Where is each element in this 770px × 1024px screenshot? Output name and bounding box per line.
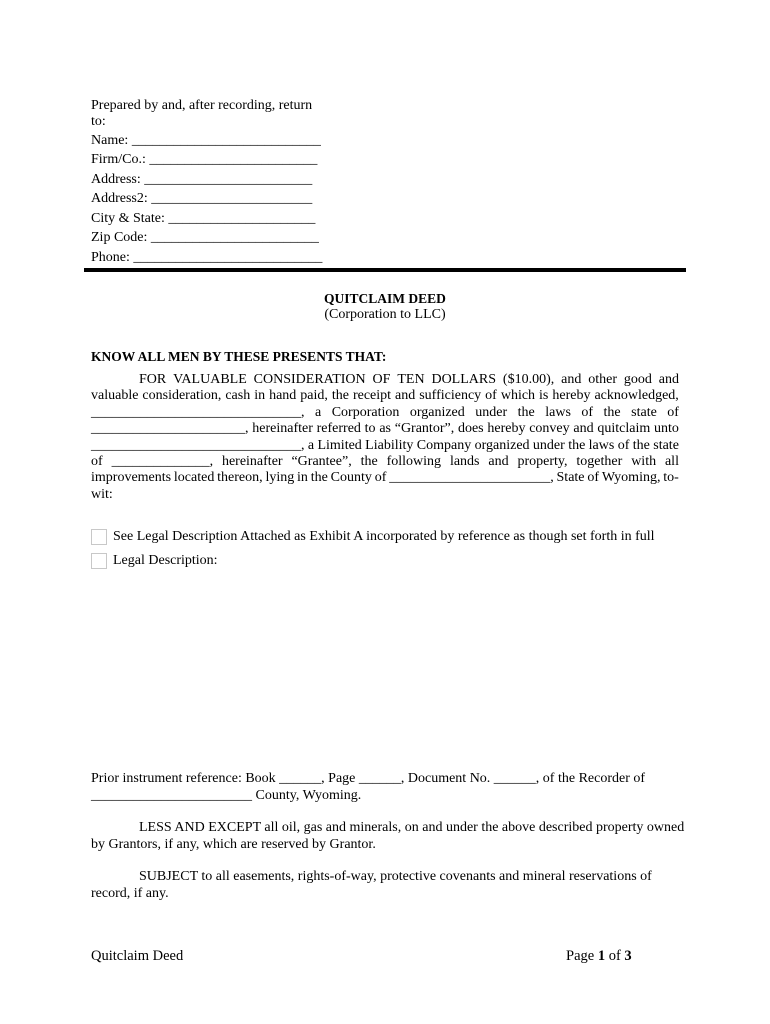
word: of: [617, 437, 630, 453]
word: together: [576, 454, 623, 470]
word: under: [475, 404, 508, 420]
word: CONSIDERATION: [253, 372, 366, 387]
of-word: of: [608, 948, 621, 964]
word: does: [457, 421, 484, 437]
page-total: 3: [624, 948, 632, 964]
word: and: [395, 388, 416, 404]
word: ______________________________,: [91, 437, 305, 453]
word: organized: [474, 437, 530, 453]
word: hereinafter: [252, 421, 313, 437]
word: in: [254, 388, 266, 404]
document-title: QUITCLAIM DEED: [324, 291, 446, 306]
word: lands: [449, 454, 480, 470]
header-divider: [84, 268, 686, 272]
word: under: [532, 437, 565, 453]
word: improvements: [91, 470, 172, 486]
word: located: [173, 470, 215, 486]
word: hand: [269, 388, 297, 404]
word: is: [539, 388, 549, 404]
word: County: [330, 470, 372, 486]
word: organized: [409, 404, 465, 420]
word: good: [623, 372, 652, 387]
word: of: [374, 470, 387, 486]
legal-description-checkbox[interactable]: [91, 553, 107, 569]
word: hereby: [487, 421, 526, 437]
word: with: [631, 454, 657, 470]
page-indicator: [566, 948, 632, 965]
page-word: Page: [566, 948, 595, 964]
document-subtitle: (Corporation to LLC): [324, 307, 446, 322]
word: the: [603, 404, 621, 420]
address-field[interactable]: Address: ________________________: [91, 172, 313, 187]
word: which: [500, 388, 536, 404]
word: the: [517, 404, 535, 420]
word: and: [658, 372, 679, 387]
word: the: [568, 437, 586, 453]
word: ______________,: [111, 454, 214, 470]
word: ______________________,: [91, 421, 249, 437]
word: laws: [588, 437, 615, 453]
exhibit-checkbox[interactable]: [91, 529, 107, 545]
word: sufficiency: [419, 388, 482, 404]
word: “Grantee”,: [291, 454, 352, 470]
word: thereon,: [217, 470, 263, 486]
word: TEN: [397, 372, 425, 387]
address2-field[interactable]: Address2: _______________________: [91, 191, 313, 206]
prepared-by-line2: to:: [91, 114, 106, 129]
exhibit-option-label: See Legal Description Attached as Exhibit A incorporated by reference as though set forth in full: [113, 529, 655, 544]
word: acknowledged,: [594, 388, 679, 404]
intro-heading: KNOW ALL MEN BY THESE PRESENTS THAT:: [91, 349, 387, 364]
word: of: [485, 388, 497, 404]
word: Liability: [365, 437, 414, 453]
word: “Grantor”,: [394, 421, 455, 437]
word: Corporation: [331, 404, 400, 420]
word: as: [379, 421, 391, 437]
word: Company: [416, 437, 472, 453]
name-field[interactable]: Name: ___________________________: [91, 133, 321, 148]
prior-instrument-line1: Prior instrument reference: Book ______, Page ______, Document No. ______, of the Recorder of: [91, 771, 646, 786]
word: consideration,: [142, 388, 222, 404]
less-except-line1: LESS AND EXCEPT all oil, gas and minerals, on and under the above described property owned: [139, 820, 685, 835]
word: _______________________,: [389, 470, 554, 486]
word: FOR: [139, 372, 167, 387]
word: and: [573, 421, 594, 437]
firm-field[interactable]: Firm/Co.: ________________________: [91, 152, 318, 167]
footer-title: Quitclaim Deed: [91, 948, 184, 964]
page-number: 1: [597, 948, 606, 964]
prepared-by-line1: Prepared by and, after recording, return: [91, 98, 313, 113]
word: referred: [316, 421, 361, 437]
less-except-line2: by Grantors, if any, which are reserved by Grantor.: [91, 837, 376, 852]
word: and: [561, 372, 582, 387]
word: a: [307, 437, 315, 453]
word: DOLLARS: [431, 372, 497, 387]
grant-paragraph-last-line: wit:: [91, 486, 113, 502]
legal-description-label: Legal Description:: [113, 553, 218, 568]
word: property,: [517, 454, 568, 470]
word: a: [314, 404, 322, 420]
word: paid,: [300, 388, 328, 404]
word: receipt: [352, 388, 392, 404]
word: lying: [265, 470, 295, 486]
word: to-: [663, 470, 679, 486]
phone-field[interactable]: Phone: ___________________________: [91, 250, 323, 265]
word: the: [310, 470, 328, 486]
word: of: [91, 454, 103, 470]
grant-paragraph-line: [91, 454, 679, 470]
grant-paragraph-line: [91, 470, 679, 486]
word: the: [632, 437, 650, 453]
word: convey: [529, 421, 570, 437]
word: State: [556, 470, 585, 486]
word: state: [653, 437, 679, 453]
word: cash: [225, 388, 251, 404]
word: valuable: [91, 388, 139, 404]
word: quitclaim: [597, 421, 651, 437]
word: unto: [654, 421, 679, 437]
word: and: [488, 454, 509, 470]
grant-paragraph-line: [91, 372, 679, 388]
grant-paragraph: [91, 372, 679, 503]
prior-instrument-line2: _______________________ County, Wyoming.: [91, 788, 362, 803]
word: in: [297, 470, 308, 486]
word: other: [588, 372, 617, 387]
word: of: [667, 404, 679, 420]
word: the: [360, 454, 378, 470]
subject-to-line2: record, if any.: [91, 886, 169, 901]
word: of: [581, 404, 594, 420]
grant-paragraph-line: [91, 421, 679, 437]
city-state-field[interactable]: City & State: _____________________: [91, 211, 316, 226]
grant-paragraph-line: [91, 405, 679, 421]
subject-to-line1: SUBJECT to all easements, rights-of-way, protective covenants and mineral reservations of: [139, 869, 652, 884]
word: of: [587, 470, 599, 486]
word: hereby: [552, 388, 591, 404]
grant-paragraph-line: [91, 388, 679, 404]
word: state: [631, 404, 657, 420]
word: hereinafter: [221, 454, 283, 470]
word: ______________________________,: [91, 404, 305, 420]
word: the: [331, 388, 349, 404]
word: laws: [545, 404, 571, 420]
word: OF: [372, 372, 391, 387]
word: ($10.00),: [502, 372, 555, 387]
word: VALUABLE: [173, 372, 247, 387]
word: to: [364, 421, 376, 437]
word: following: [386, 454, 442, 470]
word: Wyoming,: [601, 470, 661, 486]
zip-code-field[interactable]: Zip Code: ________________________: [91, 230, 319, 245]
word: Limited: [317, 437, 362, 453]
grant-paragraph-line: [91, 438, 679, 454]
word: all: [664, 454, 679, 470]
